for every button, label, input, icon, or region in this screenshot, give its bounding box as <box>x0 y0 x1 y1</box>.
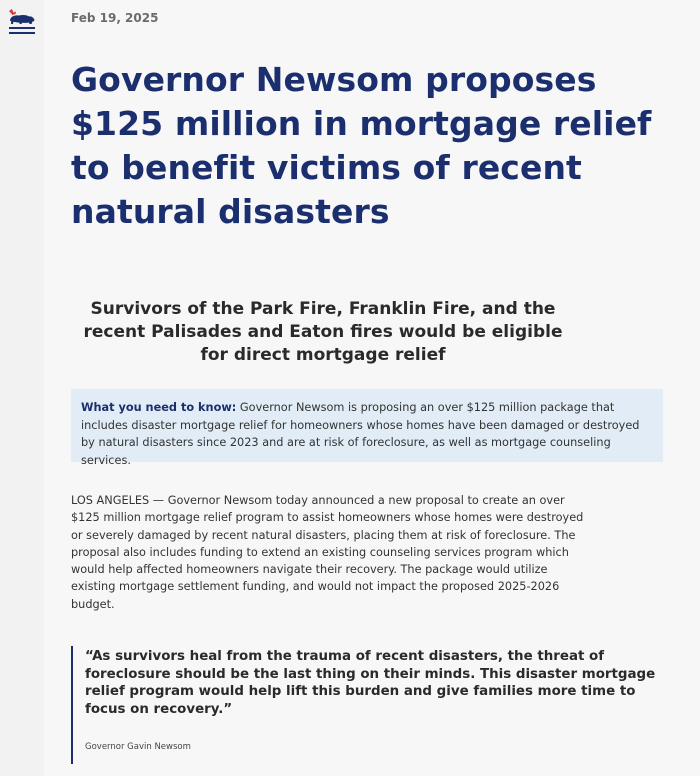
quote-text: “As survivors heal from the trauma of recent disasters, the threat of foreclosure should be the last thing on their minds. This disaster mortgage relief program would help lift this burden and give families more time to focus on recovery.” <box>85 649 656 717</box>
quote-author: Governor Gavin Newsom <box>85 742 191 752</box>
article-body: LOS ANGELES — Governor Newsom today announced a new proposal to create an over $125 million mortgage relief program to assist homeowners whose homes were destroyed or severely damaged by recent natural disasters, placing them at risk of foreclosure. The proposal also includes funding to extend an existing counseling services program which would help affected homeowners navigate their recovery. The package would utilize existing mortgage settlement funding, and would not impact the proposed 2025-2026 budget. <box>71 494 584 611</box>
what-you-need-to-know-callout <box>71 389 663 467</box>
california-bear-icon[interactable] <box>6 8 38 38</box>
article-subtitle: Survivors of the Park Fire, Franklin Fire, and the recent Palisades and Eaton fires would be eligible for direct mortgage relief <box>83 299 563 365</box>
callout-text: Governor Newsom is proposing an over $125 million package that includes disaster mortgage relief for homeowners whose homes have been damaged or destroyed by natural disasters since 2023 and are at risk of foreclosure, as well as mortgage counseling services. <box>81 401 640 467</box>
callout-label: What you need to know: <box>81 401 237 414</box>
left-rail <box>0 0 44 776</box>
article-date: Feb 19, 2025 <box>71 11 159 25</box>
pull-quote <box>71 646 673 764</box>
article-title: Governor Newsom proposes $125 million in mortgage relief to benefit victims of recent natural disasters <box>71 60 652 231</box>
